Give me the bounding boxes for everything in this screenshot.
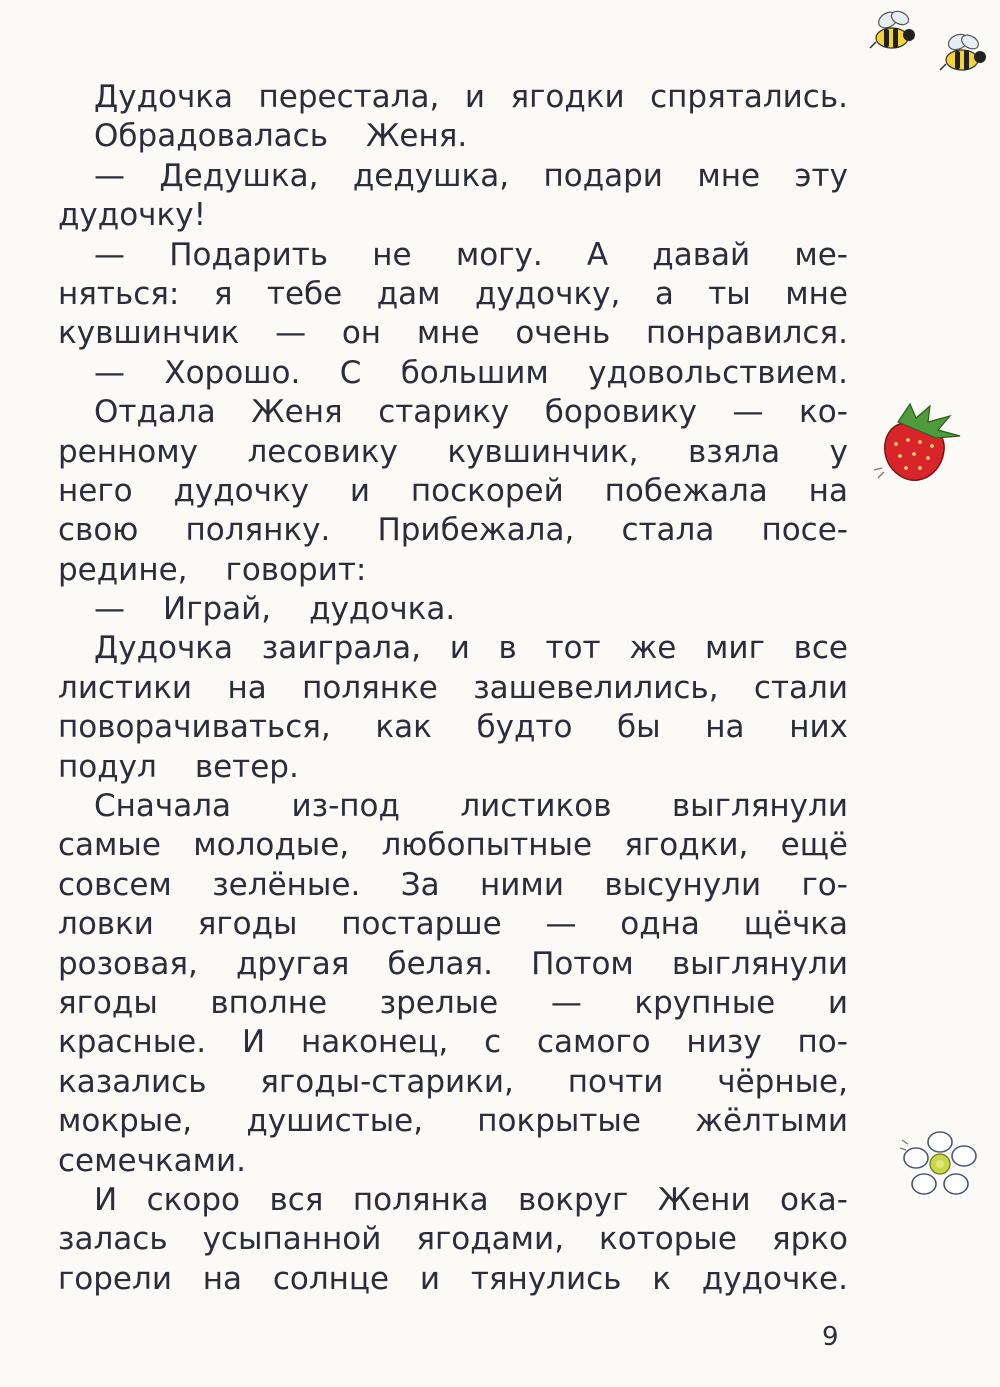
word: и	[827, 984, 848, 1021]
word: ягодки	[510, 79, 625, 115]
word: дудочке.	[701, 1260, 848, 1297]
word: розовая,	[58, 945, 198, 982]
word: ещё	[780, 827, 848, 864]
word: самые	[58, 827, 161, 864]
word: посе-	[761, 512, 848, 549]
word: щёчка	[743, 906, 848, 943]
word: все	[793, 630, 848, 667]
word: заиграла,	[261, 630, 421, 667]
word: полянке	[302, 669, 438, 706]
word: в	[498, 630, 517, 667]
word: дам	[376, 275, 441, 312]
word: самого	[536, 1024, 651, 1061]
word: ко-	[799, 394, 848, 431]
word: низу	[686, 1024, 762, 1061]
word: понравился.	[646, 315, 848, 352]
word: же	[629, 630, 677, 667]
text-line	[58, 1260, 848, 1299]
word: редине,	[58, 551, 188, 588]
word: дедушка,	[352, 157, 510, 194]
word: крупные	[634, 984, 776, 1021]
word: очень	[515, 315, 611, 352]
word: ярко	[771, 1221, 848, 1258]
word: ты	[708, 275, 751, 312]
word: полянку.	[185, 512, 331, 549]
word: мне	[785, 275, 848, 312]
word: —	[545, 906, 577, 943]
word: на	[202, 1260, 243, 1297]
story-text	[58, 78, 848, 1299]
word: одна	[620, 906, 700, 943]
word: Сначала	[94, 788, 232, 825]
word: поворачиваться,	[58, 709, 331, 746]
strawberry-icon	[870, 396, 970, 492]
word: тянулись	[470, 1260, 622, 1297]
word: давай	[652, 236, 751, 273]
text-line	[58, 708, 848, 747]
word: на	[705, 709, 745, 746]
word: лесовику	[247, 433, 398, 470]
word: говорит:	[225, 551, 367, 588]
word: Играй,	[163, 591, 272, 628]
word: А	[586, 236, 609, 273]
word: которые	[599, 1221, 737, 1258]
word: зашевелились,	[473, 669, 719, 706]
text-line	[58, 1220, 848, 1259]
word: выглянули	[671, 945, 848, 982]
word: с	[484, 1024, 502, 1061]
word: почти	[567, 1063, 664, 1100]
flower-icon	[896, 1126, 986, 1206]
word: побежала	[604, 472, 768, 509]
word: красные.	[58, 1024, 207, 1061]
word: листики	[58, 669, 193, 706]
word: и	[449, 630, 470, 667]
word: ока-	[780, 1181, 848, 1218]
word: мне	[697, 157, 761, 194]
word: залась	[58, 1221, 168, 1258]
word: вся	[269, 1181, 324, 1218]
word: дудочку,	[474, 275, 621, 312]
word: и	[419, 1260, 441, 1297]
word: Потом	[531, 945, 634, 982]
word: семечками.	[58, 1142, 246, 1179]
text-line	[58, 275, 848, 314]
text-line	[58, 629, 848, 668]
word: подул	[58, 748, 157, 785]
text-line	[58, 866, 848, 905]
word: ренному	[58, 433, 198, 470]
word: не	[372, 236, 412, 273]
word: —	[94, 236, 125, 273]
word: свою	[58, 512, 139, 549]
word: белая.	[387, 945, 493, 982]
word: дудочку!	[58, 197, 206, 234]
word: из-под	[291, 788, 400, 825]
word: молодые,	[193, 827, 350, 864]
word: бы	[617, 709, 661, 746]
text-line	[58, 1142, 848, 1181]
word: казались	[58, 1063, 207, 1100]
word: покрытые	[477, 1103, 641, 1140]
word: ме-	[794, 236, 848, 273]
word: взяла	[687, 433, 781, 470]
word: Женя	[251, 394, 343, 431]
word: удовольствием.	[588, 354, 848, 391]
word: него	[58, 472, 133, 509]
word: будто	[476, 709, 573, 746]
word: ягоды-старики,	[260, 1063, 514, 1100]
word: ягоды	[197, 906, 298, 943]
word: чёрные,	[717, 1063, 848, 1100]
word: них	[789, 709, 848, 746]
word: усыпанной	[202, 1221, 382, 1258]
text-line	[58, 945, 848, 984]
page-number: 9	[822, 1322, 839, 1352]
text-line	[58, 551, 848, 590]
text-line	[58, 590, 848, 629]
word: Дедушка,	[159, 157, 319, 194]
word: тебе	[266, 275, 343, 312]
word: стали	[753, 669, 848, 706]
word: полянка	[352, 1181, 489, 1218]
text-line	[58, 984, 848, 1023]
word: Женя.	[365, 118, 468, 155]
word: вокруг	[518, 1181, 629, 1218]
text-line	[58, 1102, 848, 1141]
word: горели	[58, 1260, 172, 1297]
word: ветер.	[194, 748, 299, 785]
word: мне	[416, 315, 480, 352]
text-line	[58, 669, 848, 708]
word: Подарить	[169, 236, 329, 273]
text-line	[58, 117, 848, 156]
word: я	[213, 275, 233, 312]
word: дудочку	[173, 472, 310, 509]
word: на	[227, 669, 267, 706]
word: го-	[801, 866, 848, 903]
text-line	[58, 196, 848, 235]
word: поскорей	[410, 472, 564, 509]
word: ними	[480, 866, 564, 903]
word: постарше	[341, 906, 502, 943]
word: ягодки,	[624, 827, 749, 864]
word: как	[375, 709, 432, 746]
word: выглянули	[671, 788, 848, 825]
word: подари	[543, 157, 663, 194]
bee-icon	[866, 8, 926, 56]
word: спрятались.	[650, 79, 848, 115]
word: перестала,	[258, 79, 440, 115]
word: —	[94, 354, 125, 391]
word: скоро	[146, 1181, 241, 1218]
word: Дудочка	[94, 630, 234, 667]
word: —	[732, 394, 764, 431]
word: солнце	[272, 1260, 390, 1297]
text-line	[58, 314, 848, 353]
text-line	[58, 1023, 848, 1062]
text-line	[58, 78, 848, 117]
word: кувшинчик	[58, 315, 240, 352]
word: ягоды	[58, 984, 158, 1021]
word: совсем	[58, 866, 172, 903]
word: мокрые,	[58, 1103, 193, 1140]
text-line	[58, 157, 848, 196]
word: а	[654, 275, 674, 312]
word: любопытные	[381, 827, 593, 864]
word: Обрадовалась	[94, 118, 328, 155]
word: жёлтыми	[695, 1103, 848, 1140]
word: Дудочка	[94, 79, 234, 115]
word: —	[94, 591, 125, 628]
word: старику	[378, 394, 510, 431]
word: наконец,	[300, 1024, 449, 1061]
word: другая	[235, 945, 350, 982]
word: Жени	[657, 1181, 751, 1218]
word: миг	[705, 630, 765, 667]
word: вполне	[210, 984, 328, 1021]
word: тот	[545, 630, 601, 667]
word: —	[275, 315, 307, 352]
word: С	[339, 354, 362, 391]
word: зелёные.	[212, 866, 361, 903]
word: И	[241, 1024, 266, 1061]
word: Отдала	[94, 394, 216, 431]
word: листиков	[460, 788, 612, 825]
word: ягодами,	[416, 1221, 565, 1258]
text-line	[58, 1181, 848, 1220]
word: —	[550, 984, 582, 1021]
text-line	[58, 826, 848, 865]
text-line	[58, 433, 848, 472]
word: За	[400, 866, 440, 903]
word: стала	[621, 512, 715, 549]
text-line	[58, 905, 848, 944]
word: ловки	[58, 906, 154, 943]
word: И	[94, 1181, 118, 1218]
word: и	[349, 472, 371, 509]
text-line	[58, 354, 848, 393]
word: душистые,	[246, 1103, 424, 1140]
word: по-	[797, 1024, 848, 1061]
text-line	[58, 748, 848, 787]
text-line	[58, 393, 848, 432]
bee-icon	[930, 30, 994, 78]
word: зрелые	[379, 984, 499, 1021]
text-line	[58, 511, 848, 550]
word: кувшинчик,	[447, 433, 639, 470]
word: большим	[400, 354, 549, 391]
word: Прибежала,	[377, 512, 575, 549]
word: у	[829, 433, 848, 470]
text-line	[58, 1063, 848, 1102]
word: —	[94, 157, 125, 194]
word: могу.	[455, 236, 543, 273]
text-line	[58, 236, 848, 275]
word: на	[808, 472, 848, 509]
word: Хорошо.	[164, 354, 301, 391]
text-line	[58, 787, 848, 826]
word: высунули	[604, 866, 762, 903]
word: он	[341, 315, 382, 352]
word: боровику	[544, 394, 697, 431]
word: к	[652, 1260, 671, 1297]
text-line	[58, 472, 848, 511]
word: няться:	[58, 275, 180, 312]
word: дудочка.	[309, 591, 456, 628]
word: и	[464, 79, 485, 115]
word: эту	[794, 157, 848, 194]
